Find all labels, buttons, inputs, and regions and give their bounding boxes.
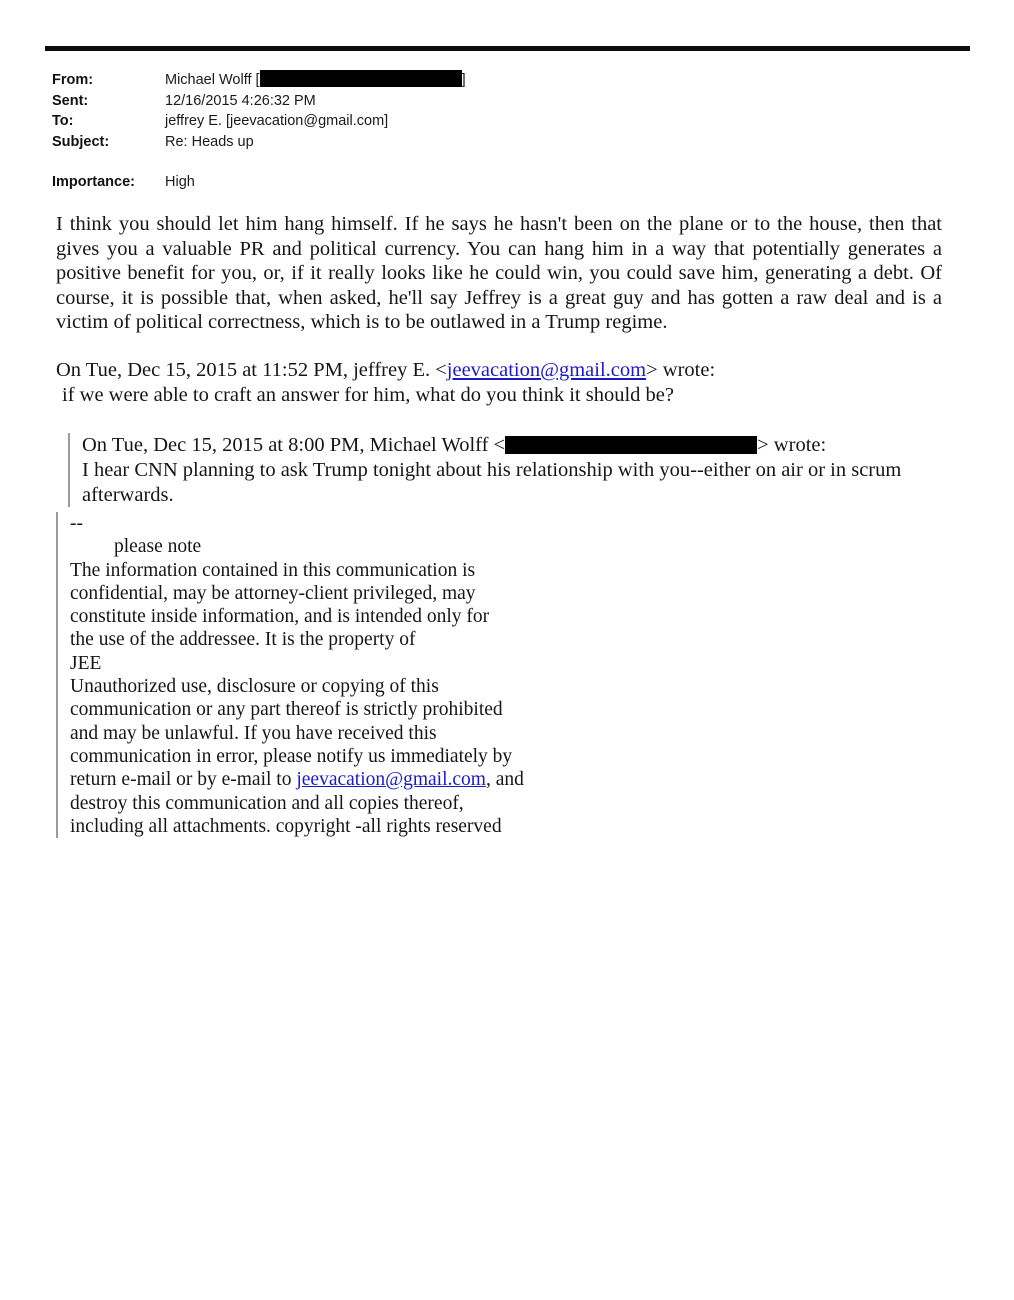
disclaimer-line-6: Unauthorized use, disclosure or copying of this <box>70 676 439 698</box>
header-row-to <box>52 111 952 132</box>
from-name-text: Michael Wolff [ <box>165 72 260 88</box>
email-disclaimer-block <box>56 512 690 838</box>
body-paragraph-1: I think you should let him hang himself. If he says he hasn't been on the plane or to the house, then that gives you a valuable PR and political currency. You can hang him in a way that potentially generates a positive benefit for you, or, if it really looks like he could win, you could save him, generating a debt. Of course, it is possible that, when asked, he'll say Jeffrey is a great guy and has gotten a raw deal and is a victim of political correctness, which is to be outlawed in a Trump regime. <box>56 213 942 333</box>
quote2-head-suffix: > wrote: <box>757 433 827 456</box>
disclaimer-line-4: the use of the addressee. It is the property of <box>70 629 416 651</box>
disclaimer-line-3: constitute inside information, and is intended only for <box>70 606 490 628</box>
header-row-from <box>52 70 952 91</box>
quoted-message-2-header <box>82 433 946 458</box>
header-label-sent: Sent: <box>52 92 89 109</box>
header-row-sent <box>52 91 952 112</box>
header-label-subject: Subject: <box>52 133 110 150</box>
header-value-importance: High <box>165 174 195 190</box>
disclaimer-line-1: The information contained in this communication is <box>70 559 476 581</box>
header-label-from: From: <box>52 72 94 88</box>
top-rule-divider <box>45 46 970 51</box>
header-value-to: jeffrey E. [jeevacation@gmail.com] <box>165 113 389 129</box>
quote1-head-suffix: > wrote: <box>646 358 716 381</box>
quoted-message-1-text: if we were able to craft an answer for him, what do you think it should be? <box>62 384 674 406</box>
header-value-sent: 12/16/2015 4:26:32 PM <box>165 92 316 109</box>
disclaimer-line-link <box>70 768 690 791</box>
from-bracket-close: ] <box>461 72 466 88</box>
disclaimer-line-5: JEE <box>70 652 102 674</box>
disclaimer-line-11: including all attachments. copyright -all rights reserved <box>70 815 502 837</box>
signature-please-note: please note <box>114 536 202 558</box>
disclaimer-link-suffix: , and <box>485 769 524 791</box>
header-value-subject: Re: Heads up <box>165 133 254 150</box>
header-value-from <box>165 70 952 91</box>
disclaimer-line-7: communication or any part thereof is strictly prohibited <box>70 699 503 721</box>
redaction-bar-wolff-email <box>505 436 757 454</box>
email-body <box>56 212 946 507</box>
email-link-jeevacation-1[interactable]: jeevacation@gmail.com <box>446 358 647 381</box>
disclaimer-line-8: and may be unlawful. If you have received this <box>70 722 437 744</box>
disclaimer-link-prefix: return e-mail or by e-mail to <box>70 769 297 791</box>
disclaimer-line-9: communication in error, please notify us immediately by <box>70 745 513 767</box>
quote1-head-prefix: On Tue, Dec 15, 2015 at 11:52 PM, jeffrey E. < <box>56 358 447 381</box>
quoted-message-1 <box>56 358 946 408</box>
header-row-importance <box>52 172 952 193</box>
disclaimer-line-10: destroy this communication and all copies thereof, <box>70 792 464 814</box>
header-label-to: To: <box>52 113 74 129</box>
email-header <box>52 70 952 193</box>
signature-dashes: -- <box>70 513 83 534</box>
disclaimer-line-2: confidential, may be attorney-client privileged, may <box>70 582 476 604</box>
email-link-jeevacation-2[interactable]: jeevacation@gmail.com <box>296 769 486 791</box>
quoted-message-1-header <box>56 358 946 383</box>
header-row-subject <box>52 132 952 153</box>
header-label-importance: Importance: <box>52 174 135 190</box>
quoted-message-2 <box>68 433 946 508</box>
quoted-message-2-text: I hear CNN planning to ask Trump tonight about his relationship with you--either on air or in scrum afterwards. <box>82 459 902 506</box>
quote2-head-prefix: On Tue, Dec 15, 2015 at 8:00 PM, Michael Wolff < <box>82 433 506 456</box>
redaction-bar-from-email <box>260 70 462 87</box>
